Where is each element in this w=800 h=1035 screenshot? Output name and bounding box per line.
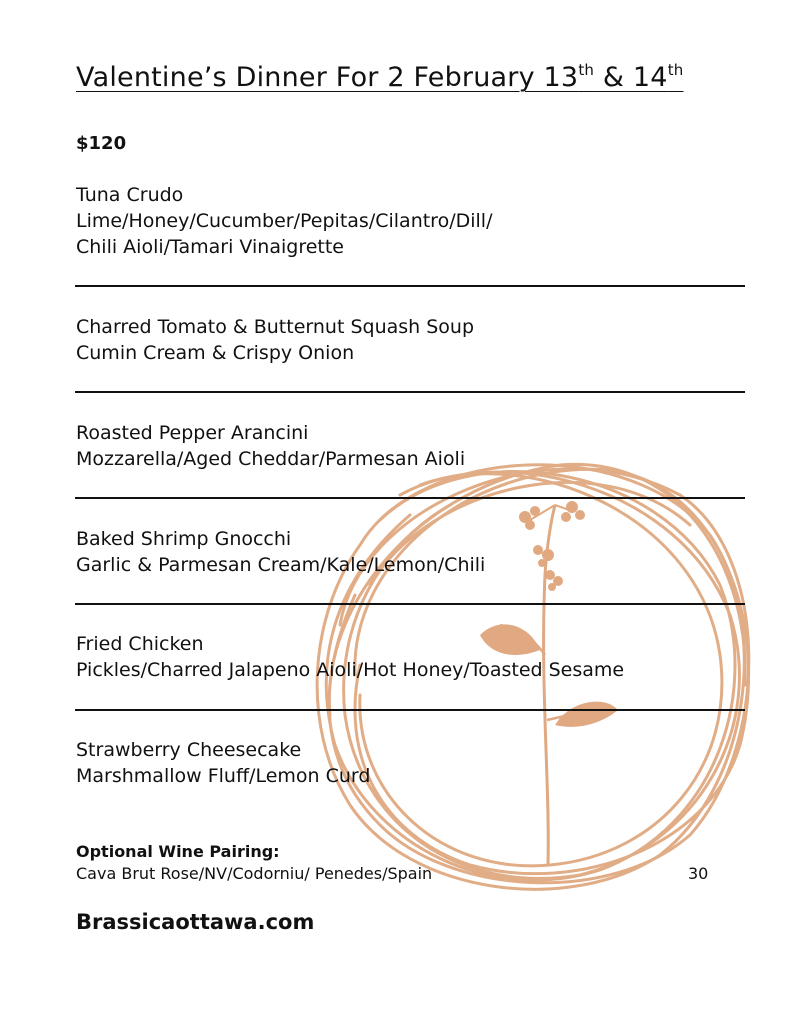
course-name: Tuna Crudo [76,184,184,206]
wine-pairing-heading: Optional Wine Pairing: [76,842,280,861]
course-item [76,737,370,789]
wine-pairing-description: Cava Brut Rose/NV/Codorniu/ Penedes/Spain [76,864,433,883]
divider [75,391,745,393]
title-main: Valentine’s Dinner For 2 February 13 [76,62,579,93]
course-description: Lime/Honey/Cucumber/Pepitas/Cilantro/Dill/ [76,210,493,232]
divider [75,497,745,499]
course-description: Marshmallow Fluff/Lemon Curd [76,765,371,787]
title-mid: & 14 [594,62,668,93]
course-description: Chili Aioli/Tamari Vinaigrette [76,236,344,258]
course-item [76,314,474,366]
course-name: Roasted Pepper Arancini [76,422,309,444]
wine-pairing-price: 30 [688,864,709,883]
course-description: Mozzarella/Aged Cheddar/Parmesan Aioli [76,448,466,470]
title-ordinal-13: th [578,61,595,79]
course-name: Strawberry Cheesecake [76,739,302,761]
course-item [76,526,485,578]
course-description: Pickles/Charred Jalapeno Aioli/Hot Honey/Toasted Sesame [76,659,625,681]
course-item [76,631,624,683]
page-title [76,62,683,93]
course-name: Charred Tomato & Butternut Squash Soup [76,316,475,338]
course-item [76,420,465,472]
course-name: Fried Chicken [76,633,204,655]
course-description: Cumin Cream & Crispy Onion [76,342,355,364]
menu-price: $120 [76,133,127,154]
title-ordinal-14: th [667,61,684,79]
divider [75,285,745,287]
divider [75,603,745,605]
divider [75,709,745,711]
course-item [76,182,492,260]
course-description: Garlic & Parmesan Cream/Kale/Lemon/Chili [76,554,486,576]
website-url: Brassicaottawa.com [76,910,315,934]
course-name: Baked Shrimp Gnocchi [76,528,292,550]
